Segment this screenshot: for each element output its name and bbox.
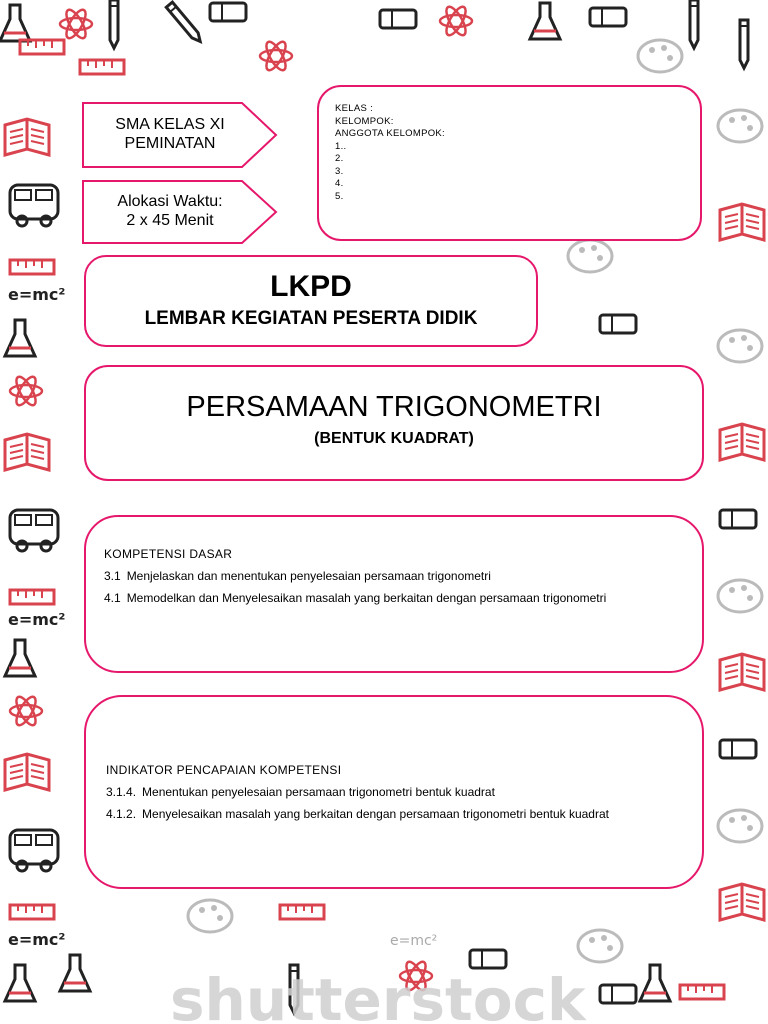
group-form-box xyxy=(317,85,702,241)
indikator-item xyxy=(106,807,686,821)
time-label xyxy=(90,192,250,230)
kompetensi-box xyxy=(84,515,704,673)
member-field-3[interactable]: 3. xyxy=(335,165,344,177)
member-field-1[interactable]: 1.. xyxy=(335,140,347,152)
indikator-item xyxy=(106,785,686,799)
indikator-item-text: Menentukan penyelesaian persamaan trigonometri bentuk kuadrat xyxy=(142,785,495,799)
kompetensi-item-text: Menjelaskan dan menentukan penyelesaian persamaan trigonometri xyxy=(126,569,491,583)
time-line-2: 2 x 45 Menit xyxy=(126,212,214,229)
member-field-5[interactable]: 5. xyxy=(335,190,344,202)
member-field-4[interactable]: 4. xyxy=(335,178,344,189)
time-line-1: Alokasi Waktu: xyxy=(117,193,223,210)
kelompok-field[interactable]: KELOMPOK: xyxy=(335,115,394,127)
grade-line-1: SMA KELAS XI xyxy=(115,116,225,133)
kompetensi-item xyxy=(104,591,684,605)
watermark: shutterstock xyxy=(170,966,586,1024)
grade-label xyxy=(90,115,250,153)
topic-title: PERSAMAAN TRIGONOMETRI xyxy=(186,391,602,423)
indikator-item-num: 4.1.2. xyxy=(106,807,137,821)
kompetensi-item-num: 3.1 xyxy=(104,569,121,583)
kompetensi-heading: KOMPETENSI DASAR xyxy=(104,547,233,561)
grade-line-2: PEMINATAN xyxy=(124,135,216,152)
indikator-box xyxy=(84,695,704,889)
anggota-heading: ANGGOTA KELOMPOK: xyxy=(335,128,445,139)
formula-doodle: e=mc² xyxy=(8,610,66,629)
indikator-item-num: 3.1.4. xyxy=(106,785,137,799)
lkpd-title: LKPD xyxy=(270,270,352,303)
formula-doodle: e=mc² xyxy=(8,285,66,304)
kompetensi-item-num: 4.1 xyxy=(104,591,121,605)
indikator-heading: INDIKATOR PENCAPAIAN KOMPETENSI xyxy=(106,763,342,777)
kompetensi-item xyxy=(104,569,684,583)
formula-doodle: e=mc² xyxy=(8,930,66,949)
topic-subtitle: (BENTUK KUADRAT) xyxy=(314,430,474,447)
indikator-item-text: Menyelesaikan masalah yang berkaitan dengan persamaan trigonometri bentuk kuadrat xyxy=(142,807,609,821)
kompetensi-item-text: Memodelkan dan Menyelesaikan masalah yang berkaitan dengan persamaan trigonometri xyxy=(126,591,607,605)
formula-doodle: e=mc² xyxy=(390,933,438,949)
topic-box xyxy=(84,365,704,481)
member-field-2[interactable]: 2. xyxy=(335,153,344,164)
lkpd-subtitle: LEMBAR KEGIATAN PESERTA DIDIK xyxy=(144,308,478,329)
kelas-field[interactable]: KELAS : xyxy=(335,103,374,114)
lkpd-box xyxy=(84,255,538,347)
